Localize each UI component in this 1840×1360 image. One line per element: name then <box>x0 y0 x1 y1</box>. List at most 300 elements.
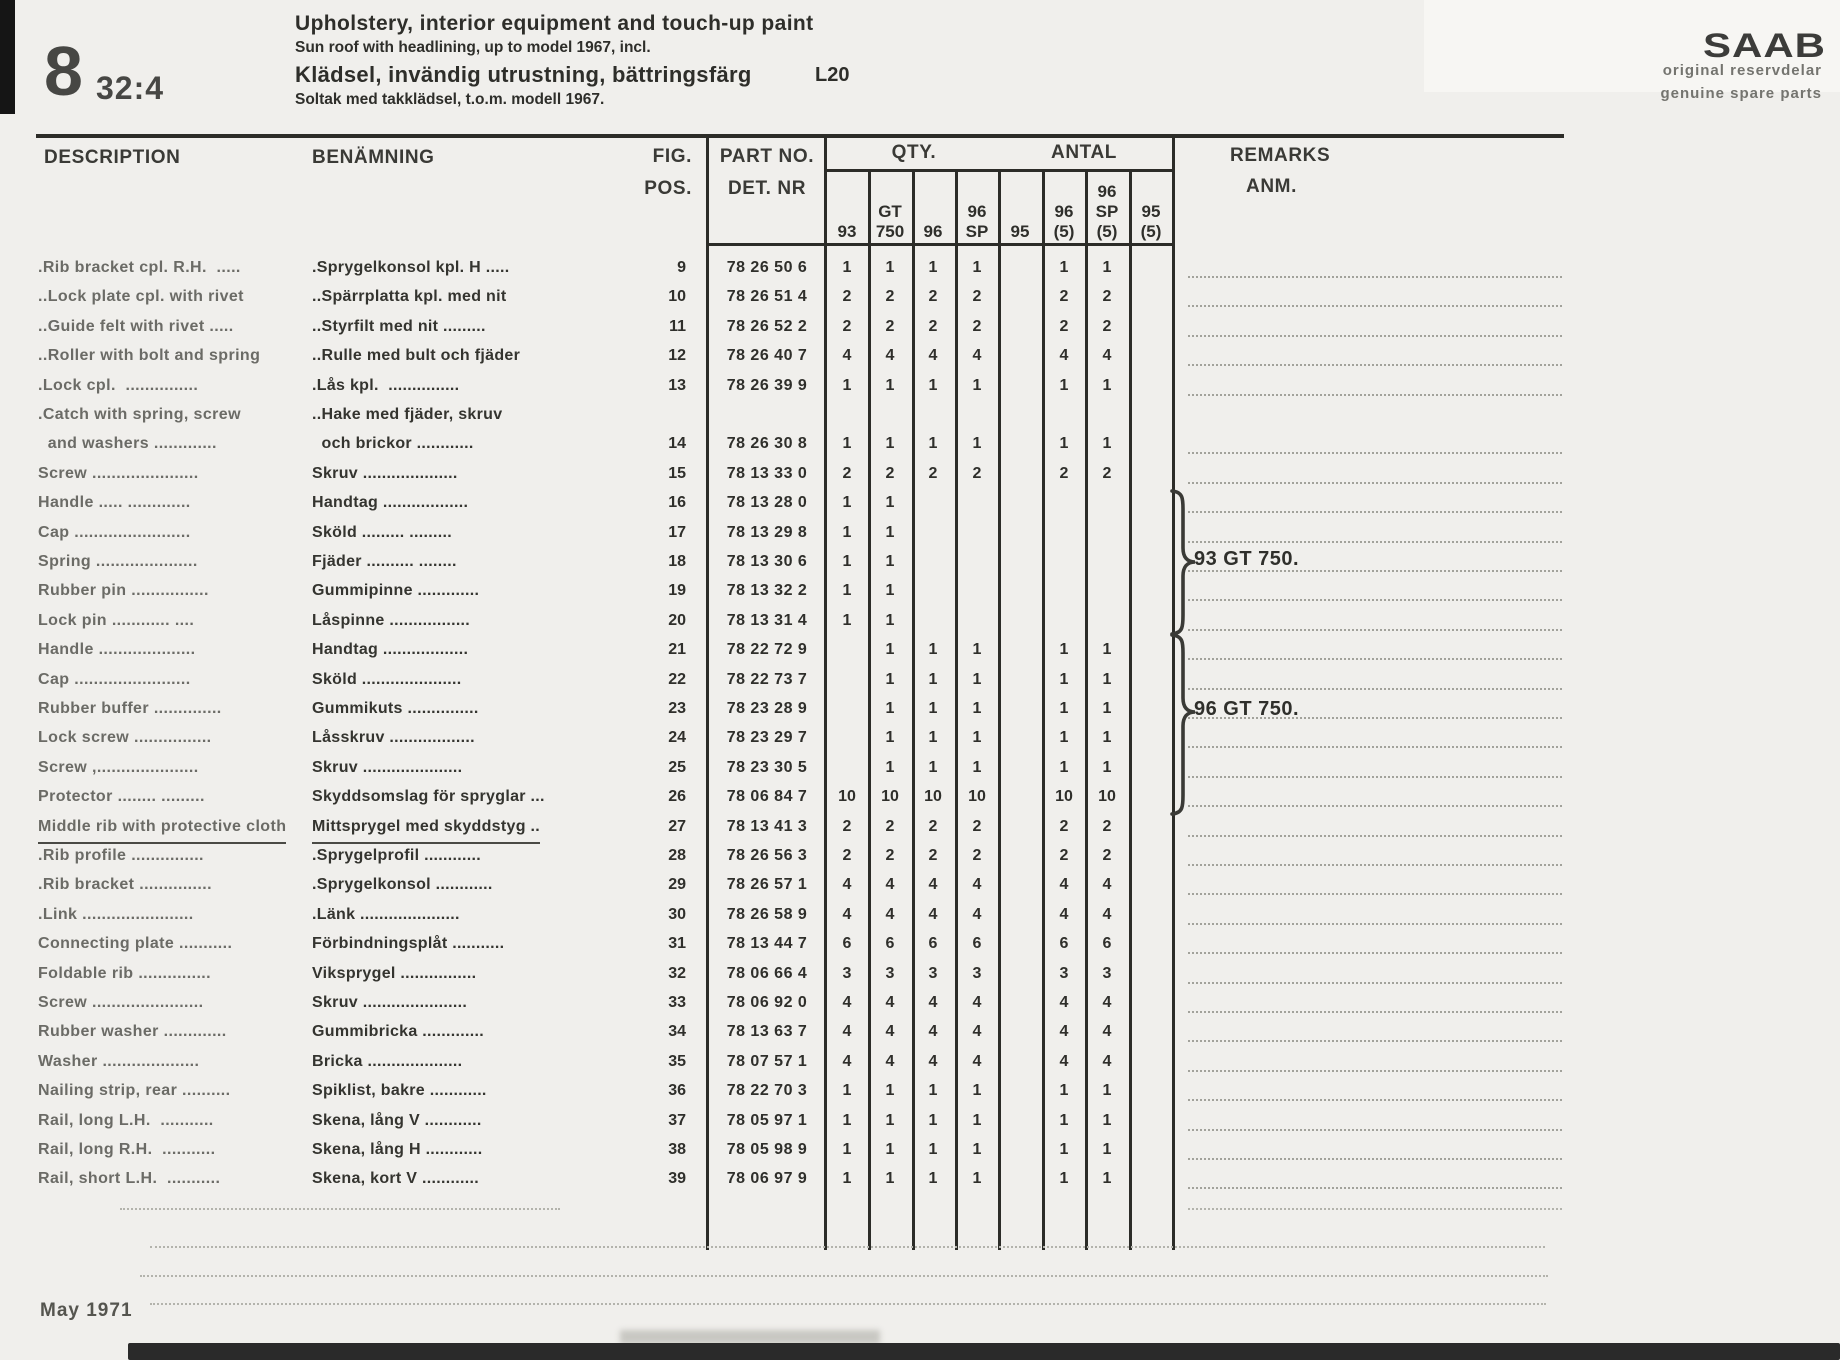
qty-cell: 3 <box>1102 964 1112 982</box>
qty-cell: 4 <box>842 347 852 365</box>
qty-cell: 4 <box>1059 1052 1069 1070</box>
qty-cell: 1 <box>972 670 982 688</box>
qty-cell: 6 <box>842 935 852 953</box>
fig-pos-cell: 34 <box>668 1023 686 1041</box>
qty-cell: 4 <box>1102 994 1112 1011</box>
part-no-cell: 78 26 30 8 <box>726 435 808 453</box>
description-cell: ..Roller with bolt and spring <box>38 347 261 365</box>
fig-pos-cell: 16 <box>668 494 686 512</box>
qty-cell: 1 <box>1059 435 1069 453</box>
qty-cell: 2 <box>972 817 982 835</box>
title-english: Upholstery, interior equipment and touch-up paint <box>295 12 814 35</box>
qty-cell: 1 <box>972 641 982 659</box>
qty-cell: 4 <box>928 1052 938 1070</box>
description-cell: and washers ............. <box>38 435 217 453</box>
qty-cell: 4 <box>842 994 852 1011</box>
fig-pos-cell: 32 <box>668 964 686 982</box>
remarks-leader <box>1188 842 1562 866</box>
qty-cell: 1 <box>842 259 852 276</box>
qty-cell: 4 <box>885 994 895 1011</box>
qty-cell: 4 <box>1059 347 1069 365</box>
fig-pos-cell: 26 <box>668 788 686 806</box>
benamning-cell: Skena, lång H ............ <box>312 1141 483 1158</box>
benamning-cell: Mittsprygel med skyddstyg .. <box>312 812 584 844</box>
remarks-leader <box>1188 283 1562 307</box>
qty-cell: 1 <box>885 259 895 276</box>
qty-cell: 1 <box>1059 729 1069 747</box>
qty-cell: 4 <box>1102 347 1112 365</box>
part-no-cell: 78 23 28 9 <box>726 700 808 717</box>
qty-cell: 1 <box>928 758 938 776</box>
description-cell: .Lock cpl. ............... <box>38 376 199 394</box>
fig-pos-cell: 35 <box>668 1052 686 1070</box>
qty-cell: 10 <box>1098 788 1116 806</box>
qty-cell: 1 <box>1059 1111 1069 1129</box>
qty-cell: 1 <box>1102 259 1112 276</box>
remarks-leader <box>1188 813 1562 837</box>
remarks-leader <box>1188 430 1562 454</box>
qty-cell: 4 <box>1059 905 1069 923</box>
qty-cell: 2 <box>1102 317 1112 335</box>
fig-pos-cell: 38 <box>668 1141 686 1158</box>
qty-cell: 1 <box>885 641 895 659</box>
benamning-cell: Skruv .................... <box>312 464 458 482</box>
qty-cell: 2 <box>928 847 938 864</box>
remarks-leader <box>1188 724 1562 748</box>
part-no-cell: 78 22 73 7 <box>726 670 808 688</box>
qty-cell: 2 <box>1102 847 1112 864</box>
qty-column-header-line: (5) <box>1096 222 1118 241</box>
remarks-leader <box>1188 1077 1562 1101</box>
part-no-cell: 78 26 52 2 <box>726 317 808 335</box>
qty-cell: 4 <box>842 1052 852 1070</box>
qty-column-header-line: SP <box>1095 202 1119 221</box>
qty-cell: 1 <box>928 700 938 717</box>
qty-cell: 10 <box>881 788 899 806</box>
description-cell: Lock screw ................ <box>38 729 212 747</box>
qty-column-header-line: (5) <box>1053 222 1075 241</box>
qty-cell: 1 <box>1102 435 1112 453</box>
remarks-leader <box>1188 1136 1562 1160</box>
fig-pos-cell: 22 <box>668 670 686 688</box>
qty-cell: 2 <box>842 464 852 482</box>
qty-cell: 1 <box>1102 376 1112 394</box>
qty-cell: 2 <box>972 464 982 482</box>
part-no-cell: 78 13 28 0 <box>726 494 808 512</box>
qty-cell: 2 <box>885 464 895 482</box>
qty-cell: 4 <box>1102 905 1112 923</box>
qty-cell: 1 <box>972 376 982 394</box>
qty-cell: 1 <box>1059 1141 1069 1158</box>
qty-cell: 4 <box>928 1023 938 1041</box>
description-cell: Screw ....................... <box>38 994 204 1011</box>
qty-cell: 4 <box>1059 994 1069 1011</box>
qty-column-header-line: 96 <box>1097 182 1117 201</box>
qty-cell: 1 <box>842 582 852 600</box>
benamning-cell: Handtag .................. <box>312 641 469 659</box>
fig-pos-cell: 9 <box>677 259 686 276</box>
scan-artifact-smudge <box>620 1330 880 1344</box>
remarks-leader <box>1188 1018 1562 1042</box>
qty-cell: 4 <box>928 905 938 923</box>
remarks-leader <box>1188 989 1562 1013</box>
column-header-part-no: PART NO. <box>719 146 815 167</box>
section-number: 8 <box>44 32 83 110</box>
part-no-cell: 78 06 97 9 <box>726 1170 808 1188</box>
qty-cell: 4 <box>885 1023 895 1041</box>
qty-cell: 1 <box>1102 1111 1112 1129</box>
fig-pos-cell: 27 <box>668 817 686 835</box>
fig-pos-cell: 24 <box>668 729 686 747</box>
remarks-leader <box>1188 342 1562 366</box>
description-cell: Screw ...................... <box>38 464 199 482</box>
part-no-cell: 78 13 44 7 <box>726 935 808 953</box>
qty-cell: 1 <box>972 700 982 717</box>
qty-cell: 1 <box>885 1082 895 1100</box>
empty-row-leader <box>150 1283 1546 1305</box>
qty-cell: 4 <box>972 347 982 365</box>
qty-cell: 1 <box>972 758 982 776</box>
qty-cell: 1 <box>842 553 852 570</box>
benamning-cell: Skyddsomslag för spryglar ... <box>312 788 545 806</box>
column-header-fig: FIG. <box>652 146 692 167</box>
qty-cell: 4 <box>972 905 982 923</box>
qty-cell: 2 <box>1102 288 1112 306</box>
benamning-cell: Skena, kort V ............ <box>312 1170 479 1188</box>
part-no-cell: 78 22 70 3 <box>726 1082 808 1100</box>
description-cell: Screw ,..................... <box>38 758 199 776</box>
description-cell: .Link ....................... <box>38 905 194 923</box>
benamning-cell: ..Rulle med bult och fjäder <box>312 347 521 365</box>
fig-pos-cell: 31 <box>668 935 686 953</box>
remarks-leader <box>1188 1048 1562 1072</box>
qty-column-header <box>955 176 999 242</box>
column-header-antal: ANTAL <box>1051 142 1117 163</box>
table-column-line <box>1129 172 1132 1250</box>
part-no-cell: 78 07 57 1 <box>726 1052 808 1070</box>
fig-pos-cell: 12 <box>668 347 686 365</box>
part-no-cell: 78 05 98 9 <box>726 1141 808 1158</box>
qty-column-header-line: 96 <box>923 222 943 241</box>
qty-cell: 4 <box>972 1023 982 1041</box>
qty-cell: 3 <box>885 964 895 982</box>
qty-column-header-line: 95 <box>1010 222 1030 241</box>
fig-pos-cell: 21 <box>668 641 686 659</box>
qty-cell: 2 <box>885 817 895 835</box>
qty-cell: 2 <box>972 288 982 306</box>
qty-cell: 1 <box>972 729 982 747</box>
qty-column-header-line: SP <box>965 222 989 241</box>
benamning-cell: ..Styrfilt med nit ......... <box>312 317 486 335</box>
qty-cell: 1 <box>928 435 938 453</box>
qty-cell: 1 <box>928 1141 938 1158</box>
qty-cell: 1 <box>928 729 938 747</box>
qty-column-header-line: 93 <box>837 222 857 241</box>
qty-cell: 4 <box>1059 876 1069 894</box>
benamning-cell: Gummibricka ............. <box>312 1023 484 1041</box>
remarks-leader <box>1188 1107 1562 1131</box>
remarks-leader <box>1188 960 1562 984</box>
qty-cell: 1 <box>842 494 852 512</box>
description-cell: Foldable rib ............... <box>38 964 211 982</box>
benamning-cell: Bricka .................... <box>312 1052 463 1070</box>
fig-pos-cell: 14 <box>668 435 686 453</box>
table-column-line <box>706 137 709 1250</box>
remarks-leader <box>1188 783 1562 807</box>
qty-cell: 1 <box>1059 758 1069 776</box>
fig-pos-cell: 18 <box>668 553 686 570</box>
fig-pos-cell: 11 <box>669 317 686 335</box>
qty-cell: 6 <box>1059 935 1069 953</box>
description-cell: Spring ..................... <box>38 553 198 570</box>
benamning-cell: .Sprygelprofil ............ <box>312 847 482 864</box>
fig-pos-cell: 15 <box>668 464 686 482</box>
fig-pos-cell: 23 <box>668 700 686 717</box>
qty-cell: 4 <box>972 1052 982 1070</box>
qty-cell: 2 <box>972 847 982 864</box>
description-cell: Washer .................... <box>38 1052 200 1070</box>
qty-cell: 6 <box>1102 935 1112 953</box>
qty-cell: 1 <box>885 1170 895 1188</box>
qty-cell: 2 <box>842 817 852 835</box>
qty-cell: 1 <box>1102 1141 1112 1158</box>
empty-row-leader <box>1188 1188 1562 1210</box>
qty-cell: 1 <box>972 435 982 453</box>
qty-column-header-line: 96 <box>967 202 987 221</box>
qty-cell: 2 <box>1059 847 1069 864</box>
remarks-leader <box>1188 607 1562 631</box>
qty-cell: 2 <box>1102 817 1112 835</box>
qty-cell: 1 <box>928 376 938 394</box>
part-no-cell: 78 26 39 9 <box>726 376 808 394</box>
brace-96-gt750 <box>1170 632 1198 818</box>
qty-column-header-line: (5) <box>1140 222 1162 241</box>
part-no-cell: 78 23 29 7 <box>726 729 808 747</box>
remarks-leader <box>1188 313 1562 337</box>
qty-column-header <box>868 176 912 242</box>
remarks-leader <box>1188 577 1562 601</box>
part-no-cell: 78 13 31 4 <box>726 611 808 629</box>
remarks-leader <box>1188 930 1562 954</box>
remarks-leader <box>1188 636 1562 660</box>
description-cell: Cap ........................ <box>38 670 191 688</box>
empty-row-leader <box>120 1188 560 1210</box>
qty-column-header <box>998 176 1042 242</box>
qty-cell: 1 <box>928 1082 938 1100</box>
qty-cell: 6 <box>928 935 938 953</box>
part-no-cell: 78 13 29 8 <box>726 523 808 541</box>
part-no-cell: 78 13 32 2 <box>726 582 808 600</box>
description-cell: Rubber pin ................ <box>38 582 209 600</box>
benamning-cell: ..Spärrplatta kpl. med nit <box>312 288 507 306</box>
qty-cell: 2 <box>928 288 938 306</box>
fig-pos-cell: 25 <box>668 758 686 776</box>
qty-column-header-line: 95 <box>1141 202 1161 221</box>
column-header-anm: ANM. <box>1246 176 1297 197</box>
benamning-cell: Sköld ..................... <box>312 670 462 688</box>
saab-logo: SAAB <box>1702 26 1826 65</box>
qty-cell: 1 <box>885 494 895 512</box>
empty-row-leader <box>140 1255 1548 1277</box>
remarks-leader <box>1188 901 1562 925</box>
fig-pos-cell: 37 <box>668 1111 686 1129</box>
column-header-pos: POS. <box>644 178 692 199</box>
part-no-cell: 78 13 63 7 <box>726 1023 808 1041</box>
subtitle-swedish: Soltak med takklädsel, t.o.m. modell 1967. <box>295 91 605 108</box>
qty-column-header <box>1129 176 1173 242</box>
benamning-cell: Gummikuts ............... <box>312 700 479 717</box>
qty-cell: 4 <box>928 994 938 1011</box>
qty-cell: 4 <box>842 876 852 894</box>
qty-cell: 1 <box>842 1111 852 1129</box>
benamning-cell: ..Hake med fjäder, skruv <box>312 406 503 423</box>
qty-cell: 1 <box>972 1111 982 1129</box>
qty-cell: 6 <box>972 935 982 953</box>
part-no-cell: 78 26 50 6 <box>726 259 808 276</box>
qty-cell: 3 <box>842 964 852 982</box>
fig-pos-cell: 10 <box>668 288 686 306</box>
description-cell: Rubber buffer .............. <box>38 700 222 717</box>
subtitle-english: Sun roof with headlining, up to model 1967, incl. <box>295 39 651 56</box>
qty-column-header <box>825 176 869 242</box>
description-cell: Handle ..... ............. <box>38 494 191 512</box>
scan-artifact-bottom-bar <box>128 1343 1840 1360</box>
fig-pos-cell: 20 <box>668 611 686 629</box>
qty-cell: 1 <box>1059 1082 1069 1100</box>
scan-artifact-left-bar <box>0 0 15 114</box>
benamning-cell: Gummipinne ............. <box>312 582 480 600</box>
remarks-leader <box>1188 519 1562 543</box>
qty-cell: 4 <box>928 876 938 894</box>
qty-cell: 1 <box>1102 641 1112 659</box>
qty-cell: 2 <box>842 317 852 335</box>
benamning-cell: Förbindningsplåt ........... <box>312 935 505 953</box>
fig-pos-cell: 28 <box>668 847 686 864</box>
qty-column-header <box>1042 176 1086 242</box>
qty-cell: 2 <box>928 317 938 335</box>
brace-label-93-gt750: 93 GT 750. <box>1194 548 1300 570</box>
qty-cell: 3 <box>972 964 982 982</box>
part-no-cell: 78 26 40 7 <box>726 347 808 365</box>
qty-cell: 4 <box>885 347 895 365</box>
qty-cell: 2 <box>928 464 938 482</box>
fig-pos-cell: 30 <box>668 905 686 923</box>
qty-cell: 2 <box>885 288 895 306</box>
qty-cell: 2 <box>842 847 852 864</box>
fig-pos-cell: 33 <box>668 994 686 1011</box>
qty-cell: 1 <box>928 1111 938 1129</box>
remarks-leader <box>1188 1165 1562 1189</box>
qty-cell: 1 <box>885 729 895 747</box>
qty-cell: 1 <box>1059 1170 1069 1188</box>
description-cell: .Rib bracket ............... <box>38 876 212 894</box>
qty-cell: 3 <box>1059 964 1069 982</box>
fig-pos-cell: 29 <box>668 876 686 894</box>
qty-column-header-line: 750 <box>875 222 905 241</box>
description-cell: Middle rib with protective cloth <box>38 812 308 844</box>
publication-date: May 1971 <box>40 1300 133 1321</box>
fig-pos-cell: 36 <box>668 1082 686 1100</box>
description-cell: Handle .................... <box>38 641 196 659</box>
description-cell: Protector ........ ......... <box>38 788 205 806</box>
qty-column-header <box>1085 176 1129 242</box>
remarks-leader <box>1188 754 1562 778</box>
description-cell: ..Guide felt with rivet ..... <box>38 317 234 335</box>
brand-tagline-swedish: original reservdelar <box>1662 62 1822 79</box>
remarks-leader <box>1188 254 1562 278</box>
description-cell: .Rib profile ............... <box>38 847 204 864</box>
subheader-rule <box>706 243 1175 246</box>
part-no-cell: 78 13 30 6 <box>726 553 808 570</box>
qty-cell: 2 <box>842 288 852 306</box>
qty-cell: 1 <box>842 611 852 629</box>
qty-cell: 1 <box>842 435 852 453</box>
qty-cell: 4 <box>1059 1023 1069 1041</box>
qty-cell: 1 <box>842 1170 852 1188</box>
title-swedish: Klädsel, invändig utrustning, bättringsfärg <box>295 62 752 87</box>
column-header-det-nr: DET. NR <box>727 178 807 199</box>
qty-cell: 4 <box>1102 876 1112 894</box>
qty-cell: 4 <box>885 905 895 923</box>
qty-cell: 4 <box>842 905 852 923</box>
description-cell: Nailing strip, rear .......... <box>38 1082 231 1100</box>
qty-cell: 1 <box>1102 758 1112 776</box>
qty-cell: 1 <box>1102 1170 1112 1188</box>
qty-cell: 1 <box>885 611 895 629</box>
qty-cell: 6 <box>885 935 895 953</box>
qty-cell: 10 <box>968 788 986 806</box>
part-no-cell: 78 06 84 7 <box>726 788 808 806</box>
part-no-cell: 78 26 57 1 <box>726 876 808 894</box>
part-no-cell: 78 26 56 3 <box>726 847 808 864</box>
description-cell: Rail, long L.H. ........... <box>38 1111 214 1129</box>
qty-cell: 1 <box>885 582 895 600</box>
part-no-cell: 78 22 72 9 <box>726 641 808 659</box>
description-cell: ..Lock plate cpl. with rivet <box>38 288 244 306</box>
qty-cell: 1 <box>928 1170 938 1188</box>
qty-cell: 1 <box>1059 259 1069 276</box>
qty-cell: 1 <box>885 376 895 394</box>
qty-cell: 1 <box>972 259 982 276</box>
qty-cell: 1 <box>885 1111 895 1129</box>
table-top-rule <box>36 134 1564 138</box>
qty-cell: 4 <box>1102 1023 1112 1041</box>
qty-cell: 2 <box>928 817 938 835</box>
qty-cell: 4 <box>885 876 895 894</box>
remarks-leader <box>1188 871 1562 895</box>
qty-cell: 1 <box>885 758 895 776</box>
qty-cell: 2 <box>1059 817 1069 835</box>
qty-cell: 1 <box>972 1082 982 1100</box>
description-cell: .Catch with spring, screw <box>38 406 241 423</box>
qty-cell: 1 <box>885 553 895 570</box>
description-cell: Lock pin ............ .... <box>38 611 195 629</box>
qty-cell: 10 <box>924 788 942 806</box>
qty-cell: 2 <box>885 847 895 864</box>
qty-cell: 1 <box>928 641 938 659</box>
qty-cell: 1 <box>1102 729 1112 747</box>
benamning-cell: Skruv ..................... <box>312 758 463 776</box>
qty-cell: 4 <box>928 347 938 365</box>
qty-cell: 2 <box>885 317 895 335</box>
qty-cell: 1 <box>1059 700 1069 717</box>
qty-cell: 1 <box>1102 670 1112 688</box>
qty-cell: 4 <box>842 1023 852 1041</box>
part-no-cell: 78 23 30 5 <box>726 758 808 776</box>
benamning-cell: .Sprygelkonsol ............ <box>312 876 493 894</box>
fig-pos-cell: 17 <box>668 523 686 541</box>
qty-cell: 1 <box>842 376 852 394</box>
